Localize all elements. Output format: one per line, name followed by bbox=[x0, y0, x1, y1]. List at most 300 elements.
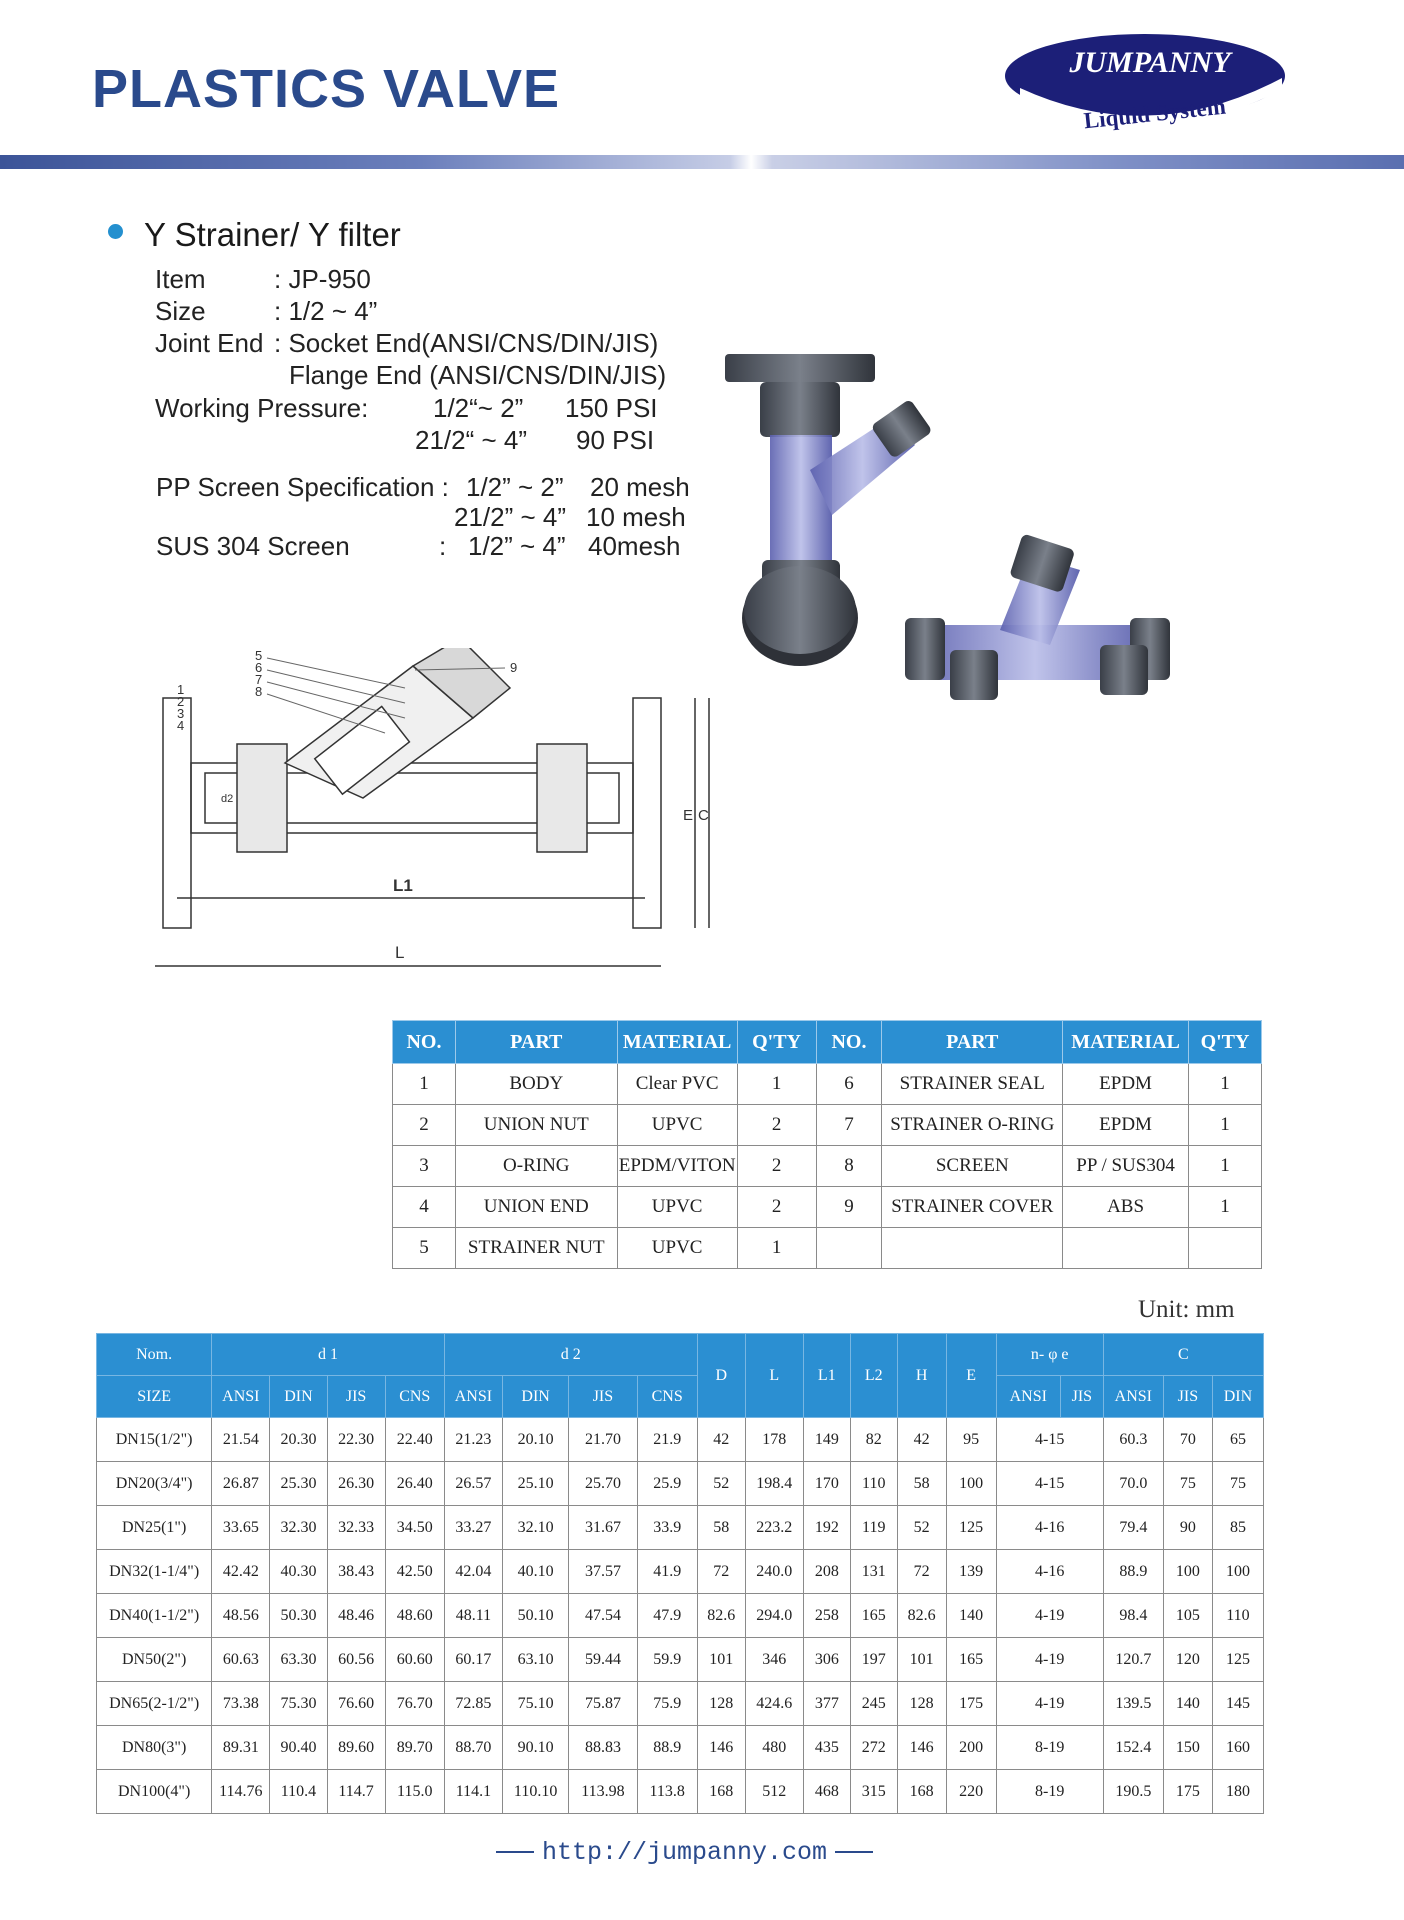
dimension-cell: 139 bbox=[946, 1550, 996, 1594]
dimension-cell: 75 bbox=[1163, 1462, 1212, 1506]
parts-row bbox=[393, 1146, 1262, 1187]
dimension-cell: 38.43 bbox=[327, 1550, 385, 1594]
dimension-cell: 88.9 bbox=[637, 1726, 697, 1770]
parts-cell: PP / SUS304 bbox=[1063, 1146, 1189, 1187]
n-phi-e-header: n- φ e bbox=[996, 1334, 1103, 1376]
dimension-cell: 58 bbox=[897, 1462, 946, 1506]
callout-2: 2 bbox=[177, 694, 185, 709]
page-title: PLASTICS VALVE bbox=[92, 59, 561, 119]
parts-cell: EPDM bbox=[1063, 1064, 1189, 1105]
dimension-cell: 168 bbox=[897, 1770, 946, 1814]
col-header: NO. bbox=[393, 1021, 456, 1064]
dimension-cell: 468 bbox=[803, 1770, 850, 1814]
dimension-cell: 32.30 bbox=[270, 1506, 327, 1550]
item-label: Item bbox=[155, 264, 206, 294]
pressure-value-1: 150 PSI bbox=[565, 393, 658, 423]
parts-cell: UPVC bbox=[617, 1187, 737, 1228]
d1-header: d 1 bbox=[212, 1334, 445, 1376]
dimension-cell: 72 bbox=[897, 1550, 946, 1594]
dimension-cell: 50.10 bbox=[502, 1594, 568, 1638]
callout-5: 5 bbox=[255, 648, 263, 663]
section-title: Y Strainer/ Y filter bbox=[144, 216, 401, 253]
parts-cell: O-RING bbox=[455, 1146, 617, 1187]
dimension-cell: 208 bbox=[803, 1550, 850, 1594]
dimension-cell: 8-19 bbox=[996, 1770, 1103, 1814]
size-cell: DN100(4") bbox=[97, 1770, 212, 1814]
dimension-cell: 52 bbox=[697, 1462, 745, 1506]
dimension-cell: 40.30 bbox=[270, 1550, 327, 1594]
callout-6: 6 bbox=[255, 660, 263, 675]
dimension-cell: 125 bbox=[1212, 1638, 1263, 1682]
dimension-cell: 110 bbox=[850, 1462, 897, 1506]
parts-cell: 1 bbox=[737, 1228, 816, 1269]
dimension-cell: 165 bbox=[850, 1594, 897, 1638]
dimension-cell: 140 bbox=[1163, 1682, 1212, 1726]
dimension-cell: 21.23 bbox=[444, 1418, 502, 1462]
dimension-cell: 4-19 bbox=[996, 1682, 1103, 1726]
dimension-cell: 41.9 bbox=[637, 1550, 697, 1594]
dimension-cell: 34.50 bbox=[385, 1506, 444, 1550]
dimension-cell: 25.70 bbox=[569, 1462, 637, 1506]
dimension-cell: 149 bbox=[803, 1418, 850, 1462]
dimension-cell: 95 bbox=[946, 1418, 996, 1462]
dimension-cell: 52 bbox=[897, 1506, 946, 1550]
dimension-row bbox=[97, 1682, 1264, 1726]
dimension-cell: 25.30 bbox=[270, 1462, 327, 1506]
dimension-cell: 4-15 bbox=[996, 1462, 1103, 1506]
size-cell: DN20(3/4") bbox=[97, 1462, 212, 1506]
dimension-cell: 48.46 bbox=[327, 1594, 385, 1638]
dimension-row bbox=[97, 1550, 1264, 1594]
dimension-cell: 119 bbox=[850, 1506, 897, 1550]
dimension-cell: 120.7 bbox=[1103, 1638, 1163, 1682]
dimension-cell: 131 bbox=[850, 1550, 897, 1594]
dimension-cell: 89.70 bbox=[385, 1726, 444, 1770]
dimension-cell: 88.9 bbox=[1103, 1550, 1163, 1594]
dimension-cell: 100 bbox=[1163, 1550, 1212, 1594]
dimension-cell: 88.83 bbox=[569, 1726, 637, 1770]
parts-cell: 5 bbox=[393, 1228, 456, 1269]
dimension-cell: 100 bbox=[1212, 1550, 1263, 1594]
parts-cell: Clear PVC bbox=[617, 1064, 737, 1105]
parts-cell: 1 bbox=[737, 1064, 816, 1105]
dimension-cell: 75 bbox=[1212, 1462, 1263, 1506]
dimension-cell: 139.5 bbox=[1103, 1682, 1163, 1726]
sub-header: DIN bbox=[502, 1376, 568, 1418]
dimension-cell: 512 bbox=[745, 1770, 803, 1814]
pp-value-1: 20 mesh bbox=[590, 472, 690, 502]
dimension-cell: 160 bbox=[1212, 1726, 1263, 1770]
size-value: : 1/2 ~ 4” bbox=[274, 296, 378, 326]
parts-cell: 1 bbox=[1189, 1187, 1262, 1228]
dimension-cell: 90 bbox=[1163, 1506, 1212, 1550]
parts-cell: SCREEN bbox=[882, 1146, 1063, 1187]
parts-cell bbox=[1063, 1228, 1189, 1269]
dimension-cell: 306 bbox=[803, 1638, 850, 1682]
D-header: D bbox=[697, 1334, 745, 1418]
joint-value-1: : Socket End(ANSI/CNS/DIN/JIS) bbox=[274, 328, 659, 358]
dimension-cell: 140 bbox=[946, 1594, 996, 1638]
dimension-cell: 90.40 bbox=[270, 1726, 327, 1770]
dimension-cell: 110.10 bbox=[502, 1770, 568, 1814]
dimension-cell: 223.2 bbox=[745, 1506, 803, 1550]
sub-header: JIS bbox=[327, 1376, 385, 1418]
dimension-cell: 180 bbox=[1212, 1770, 1263, 1814]
dimension-cell: 110.4 bbox=[270, 1770, 327, 1814]
joint-label: Joint End bbox=[155, 328, 264, 358]
dimension-cell: 48.56 bbox=[212, 1594, 270, 1638]
parts-cell: BODY bbox=[455, 1064, 617, 1105]
dimension-cell: 146 bbox=[897, 1726, 946, 1770]
dimension-cell: 4-19 bbox=[996, 1638, 1103, 1682]
sub-header: DIN bbox=[270, 1376, 327, 1418]
dimension-cell: 47.54 bbox=[569, 1594, 637, 1638]
dimension-cell: 128 bbox=[697, 1682, 745, 1726]
dimension-cell: 82 bbox=[850, 1418, 897, 1462]
col-header: MATERIAL bbox=[1063, 1021, 1189, 1064]
dimension-cell: 79.4 bbox=[1103, 1506, 1163, 1550]
dimension-cell: 65 bbox=[1212, 1418, 1263, 1462]
bullet-icon bbox=[108, 224, 123, 239]
parts-cell bbox=[816, 1228, 882, 1269]
dimension-row bbox=[97, 1638, 1264, 1682]
dimension-cell: 32.10 bbox=[502, 1506, 568, 1550]
footer-dash-right bbox=[835, 1851, 873, 1853]
sub-header: CNS bbox=[385, 1376, 444, 1418]
dimension-cell: 100 bbox=[946, 1462, 996, 1506]
dimension-cell: 21.54 bbox=[212, 1418, 270, 1462]
parts-cell bbox=[1189, 1228, 1262, 1269]
dim-header-row-2 bbox=[97, 1376, 1264, 1418]
parts-cell: 1 bbox=[393, 1064, 456, 1105]
dimension-row bbox=[97, 1594, 1264, 1638]
nom-header: Nom. bbox=[97, 1334, 212, 1376]
pressure-label: Working Pressure: bbox=[155, 393, 369, 423]
dimension-cell: 21.9 bbox=[637, 1418, 697, 1462]
footer-dash-left bbox=[496, 1851, 534, 1853]
sub-header: JIS bbox=[569, 1376, 637, 1418]
dimension-cell: 85 bbox=[1212, 1506, 1263, 1550]
dimension-cell: 70.0 bbox=[1103, 1462, 1163, 1506]
dimension-cell: 197 bbox=[850, 1638, 897, 1682]
dimension-cell: 42 bbox=[697, 1418, 745, 1462]
dimension-cell: 60.56 bbox=[327, 1638, 385, 1682]
dimension-cell: 75.87 bbox=[569, 1682, 637, 1726]
dimension-cell: 21.70 bbox=[569, 1418, 637, 1462]
dimension-cell: 98.4 bbox=[1103, 1594, 1163, 1638]
dimension-cell: 75.9 bbox=[637, 1682, 697, 1726]
parts-row bbox=[393, 1064, 1262, 1105]
d2-header: d 2 bbox=[444, 1334, 697, 1376]
L2-header: L2 bbox=[850, 1334, 897, 1418]
pp-value-2: 10 mesh bbox=[586, 502, 686, 532]
sub-header: DIN bbox=[1212, 1376, 1263, 1418]
dimension-cell: 20.30 bbox=[270, 1418, 327, 1462]
sub-header: ANSI bbox=[1103, 1376, 1163, 1418]
callout-7: 7 bbox=[255, 672, 263, 687]
header-divider bbox=[0, 155, 1404, 169]
dimension-cell: 435 bbox=[803, 1726, 850, 1770]
parts-cell: 1 bbox=[1189, 1105, 1262, 1146]
sub-header: JIS bbox=[1060, 1376, 1103, 1418]
sub-header: ANSI bbox=[212, 1376, 270, 1418]
dimension-cell: 70 bbox=[1163, 1418, 1212, 1462]
size-cell: DN65(2-1/2") bbox=[97, 1682, 212, 1726]
dimension-cell: 50.30 bbox=[270, 1594, 327, 1638]
dimension-cell: 82.6 bbox=[897, 1594, 946, 1638]
dimension-cell: 114.1 bbox=[444, 1770, 502, 1814]
dimension-cell: 42.04 bbox=[444, 1550, 502, 1594]
dimension-cell: 4-15 bbox=[996, 1418, 1103, 1462]
dimension-cell: 59.9 bbox=[637, 1638, 697, 1682]
dimension-cell: 152.4 bbox=[1103, 1726, 1163, 1770]
parts-cell: 7 bbox=[816, 1105, 882, 1146]
dimension-cell: 26.40 bbox=[385, 1462, 444, 1506]
dimension-cell: 377 bbox=[803, 1682, 850, 1726]
sus-range: 1/2” ~ 4” bbox=[468, 531, 566, 561]
dimension-cell: 190.5 bbox=[1103, 1770, 1163, 1814]
jumpanny-logo bbox=[1000, 28, 1300, 138]
parts-row bbox=[393, 1228, 1262, 1269]
L-header: L bbox=[745, 1334, 803, 1418]
col-header: NO. bbox=[816, 1021, 882, 1064]
dimension-cell: 33.9 bbox=[637, 1506, 697, 1550]
col-header: PART bbox=[882, 1021, 1063, 1064]
label-d2: d2 bbox=[221, 793, 234, 805]
parts-row bbox=[393, 1105, 1262, 1146]
dimension-cell: 25.9 bbox=[637, 1462, 697, 1506]
size-cell: DN15(1/2") bbox=[97, 1418, 212, 1462]
logo-brand-text: JUMPANNY bbox=[1069, 46, 1231, 79]
dimension-cell: 89.31 bbox=[212, 1726, 270, 1770]
C-header: C bbox=[1103, 1334, 1263, 1376]
dimension-cell: 240.0 bbox=[745, 1550, 803, 1594]
pp-screen-label: PP Screen Specification : bbox=[156, 472, 449, 502]
dimension-cell: 120 bbox=[1163, 1638, 1212, 1682]
dimension-row bbox=[97, 1462, 1264, 1506]
dimension-cell: 26.87 bbox=[212, 1462, 270, 1506]
size-label: Size bbox=[155, 296, 206, 326]
dimension-cell: 60.17 bbox=[444, 1638, 502, 1682]
label-l: L bbox=[395, 943, 405, 962]
parts-cell: 2 bbox=[737, 1187, 816, 1228]
dimension-cell: 115.0 bbox=[385, 1770, 444, 1814]
dimension-cell: 105 bbox=[1163, 1594, 1212, 1638]
dimension-cell: 4-16 bbox=[996, 1506, 1103, 1550]
dimension-table bbox=[96, 1333, 1264, 1814]
dimension-cell: 37.57 bbox=[569, 1550, 637, 1594]
dimension-cell: 192 bbox=[803, 1506, 850, 1550]
sus-screen-label: SUS 304 Screen bbox=[156, 531, 350, 561]
dimension-cell: 25.10 bbox=[502, 1462, 568, 1506]
dimension-cell: 315 bbox=[850, 1770, 897, 1814]
dimension-cell: 48.11 bbox=[444, 1594, 502, 1638]
dimension-cell: 72 bbox=[697, 1550, 745, 1594]
dimension-cell: 22.30 bbox=[327, 1418, 385, 1462]
size-header: SIZE bbox=[97, 1376, 212, 1418]
dimension-cell: 114.7 bbox=[327, 1770, 385, 1814]
parts-cell: 1 bbox=[1189, 1064, 1262, 1105]
pp-range-1: 1/2” ~ 2” bbox=[466, 472, 564, 502]
dimension-cell: 75.10 bbox=[502, 1682, 568, 1726]
dimension-cell: 272 bbox=[850, 1726, 897, 1770]
dimension-cell: 101 bbox=[897, 1638, 946, 1682]
parts-cell: STRAINER SEAL bbox=[882, 1064, 1063, 1105]
parts-cell: 1 bbox=[1189, 1146, 1262, 1187]
dimension-cell: 72.85 bbox=[444, 1682, 502, 1726]
dimension-cell: 75.30 bbox=[270, 1682, 327, 1726]
parts-cell: 6 bbox=[816, 1064, 882, 1105]
parts-cell: 8 bbox=[816, 1146, 882, 1187]
size-cell: DN32(1-1/4") bbox=[97, 1550, 212, 1594]
pressure-value-2: 90 PSI bbox=[576, 425, 655, 455]
dimension-cell: 47.9 bbox=[637, 1594, 697, 1638]
parts-cell bbox=[882, 1228, 1063, 1269]
parts-cell: 2 bbox=[393, 1105, 456, 1146]
dimension-cell: 4-16 bbox=[996, 1550, 1103, 1594]
col-header: MATERIAL bbox=[617, 1021, 737, 1064]
item-value: : JP-950 bbox=[274, 264, 371, 294]
size-cell: DN40(1-1/2") bbox=[97, 1594, 212, 1638]
sub-header: ANSI bbox=[444, 1376, 502, 1418]
dimension-cell: 42.42 bbox=[212, 1550, 270, 1594]
parts-cell: EPDM/VITON bbox=[617, 1146, 737, 1187]
dimension-cell: 101 bbox=[697, 1638, 745, 1682]
parts-cell: 3 bbox=[393, 1146, 456, 1187]
dimension-cell: 175 bbox=[946, 1682, 996, 1726]
dimension-cell: 245 bbox=[850, 1682, 897, 1726]
pp-range-2: 21/2” ~ 4” bbox=[454, 502, 567, 532]
dimension-cell: 258 bbox=[803, 1594, 850, 1638]
dimension-row bbox=[97, 1770, 1264, 1814]
dimension-cell: 89.60 bbox=[327, 1726, 385, 1770]
unit-label: Unit: mm bbox=[1138, 1296, 1235, 1323]
dimension-cell: 198.4 bbox=[745, 1462, 803, 1506]
parts-cell: STRAINER NUT bbox=[455, 1228, 617, 1269]
size-cell: DN80(3") bbox=[97, 1726, 212, 1770]
dimension-cell: 31.67 bbox=[569, 1506, 637, 1550]
dimension-cell: 200 bbox=[946, 1726, 996, 1770]
product-photo bbox=[700, 340, 1180, 710]
dimension-cell: 63.10 bbox=[502, 1638, 568, 1682]
pressure-range-1: 1/2“~ 2” bbox=[433, 393, 524, 423]
label-l1: L1 bbox=[393, 876, 413, 895]
dimension-row bbox=[97, 1506, 1264, 1550]
parts-cell: UNION NUT bbox=[455, 1105, 617, 1146]
col-header: Q'TY bbox=[1189, 1021, 1262, 1064]
dimension-cell: 88.70 bbox=[444, 1726, 502, 1770]
dimension-cell: 76.60 bbox=[327, 1682, 385, 1726]
dimension-cell: 58 bbox=[697, 1506, 745, 1550]
dimension-cell: 8-19 bbox=[996, 1726, 1103, 1770]
dimension-cell: 424.6 bbox=[745, 1682, 803, 1726]
label-c: C bbox=[698, 807, 709, 824]
parts-cell: 9 bbox=[816, 1187, 882, 1228]
joint-value-2: Flange End (ANSI/CNS/DIN/JIS) bbox=[289, 360, 667, 390]
parts-cell: 2 bbox=[737, 1105, 816, 1146]
sus-value: 40mesh bbox=[588, 531, 681, 561]
size-cell: DN25(1") bbox=[97, 1506, 212, 1550]
dimension-cell: 165 bbox=[946, 1638, 996, 1682]
parts-cell: 2 bbox=[737, 1146, 816, 1187]
parts-cell: STRAINER COVER bbox=[882, 1187, 1063, 1228]
dimension-cell: 170 bbox=[803, 1462, 850, 1506]
parts-row bbox=[393, 1187, 1262, 1228]
dimension-cell: 220 bbox=[946, 1770, 996, 1814]
pressure-range-2: 21/2“ ~ 4” bbox=[415, 425, 528, 455]
parts-cell: EPDM bbox=[1063, 1105, 1189, 1146]
dimension-cell: 146 bbox=[697, 1726, 745, 1770]
sub-header: JIS bbox=[1163, 1376, 1212, 1418]
sus-colon: : bbox=[439, 531, 447, 561]
dimension-row bbox=[97, 1418, 1264, 1462]
cross-section-diagram bbox=[155, 648, 715, 988]
dimension-cell: 33.65 bbox=[212, 1506, 270, 1550]
E-header: E bbox=[946, 1334, 996, 1418]
dimension-cell: 125 bbox=[946, 1506, 996, 1550]
callout-1: 1 bbox=[177, 682, 185, 697]
dimension-cell: 73.38 bbox=[212, 1682, 270, 1726]
dimension-cell: 294.0 bbox=[745, 1594, 803, 1638]
dimension-cell: 114.76 bbox=[212, 1770, 270, 1814]
parts-cell: UPVC bbox=[617, 1228, 737, 1269]
label-e: E bbox=[683, 807, 694, 824]
callout-9: 9 bbox=[510, 660, 518, 675]
callout-4: 4 bbox=[177, 718, 185, 733]
callout-8: 8 bbox=[255, 684, 263, 699]
dimension-cell: 128 bbox=[897, 1682, 946, 1726]
size-cell: DN50(2") bbox=[97, 1638, 212, 1682]
parts-cell: UPVC bbox=[617, 1105, 737, 1146]
dimension-cell: 4-19 bbox=[996, 1594, 1103, 1638]
dimension-cell: 26.30 bbox=[327, 1462, 385, 1506]
parts-cell: ABS bbox=[1063, 1187, 1189, 1228]
parts-cell: STRAINER O-RING bbox=[882, 1105, 1063, 1146]
col-header: Q'TY bbox=[737, 1021, 816, 1064]
dimension-cell: 60.60 bbox=[385, 1638, 444, 1682]
dimension-cell: 20.10 bbox=[502, 1418, 568, 1462]
dimension-cell: 22.40 bbox=[385, 1418, 444, 1462]
dimension-cell: 76.70 bbox=[385, 1682, 444, 1726]
dimension-cell: 60.3 bbox=[1103, 1418, 1163, 1462]
dimension-cell: 48.60 bbox=[385, 1594, 444, 1638]
dimension-cell: 145 bbox=[1212, 1682, 1263, 1726]
dimension-cell: 113.98 bbox=[569, 1770, 637, 1814]
dimension-row bbox=[97, 1726, 1264, 1770]
dimension-cell: 150 bbox=[1163, 1726, 1212, 1770]
sub-header: CNS bbox=[637, 1376, 697, 1418]
dimension-cell: 480 bbox=[745, 1726, 803, 1770]
dimension-cell: 90.10 bbox=[502, 1726, 568, 1770]
dimension-cell: 60.63 bbox=[212, 1638, 270, 1682]
parts-cell: 4 bbox=[393, 1187, 456, 1228]
dimension-cell: 346 bbox=[745, 1638, 803, 1682]
parts-table bbox=[392, 1020, 1262, 1269]
footer bbox=[488, 1838, 881, 1867]
dimension-cell: 168 bbox=[697, 1770, 745, 1814]
dimension-cell: 175 bbox=[1163, 1770, 1212, 1814]
dimension-cell: 63.30 bbox=[270, 1638, 327, 1682]
dimension-cell: 42.50 bbox=[385, 1550, 444, 1594]
sub-header: ANSI bbox=[996, 1376, 1060, 1418]
dimension-cell: 32.33 bbox=[327, 1506, 385, 1550]
dimension-cell: 42 bbox=[897, 1418, 946, 1462]
dimension-cell: 26.57 bbox=[444, 1462, 502, 1506]
H-header: H bbox=[897, 1334, 946, 1418]
parts-header-row bbox=[393, 1021, 1262, 1064]
footer-url[interactable]: http://jumpanny.com bbox=[542, 1838, 828, 1867]
dimension-cell: 33.27 bbox=[444, 1506, 502, 1550]
